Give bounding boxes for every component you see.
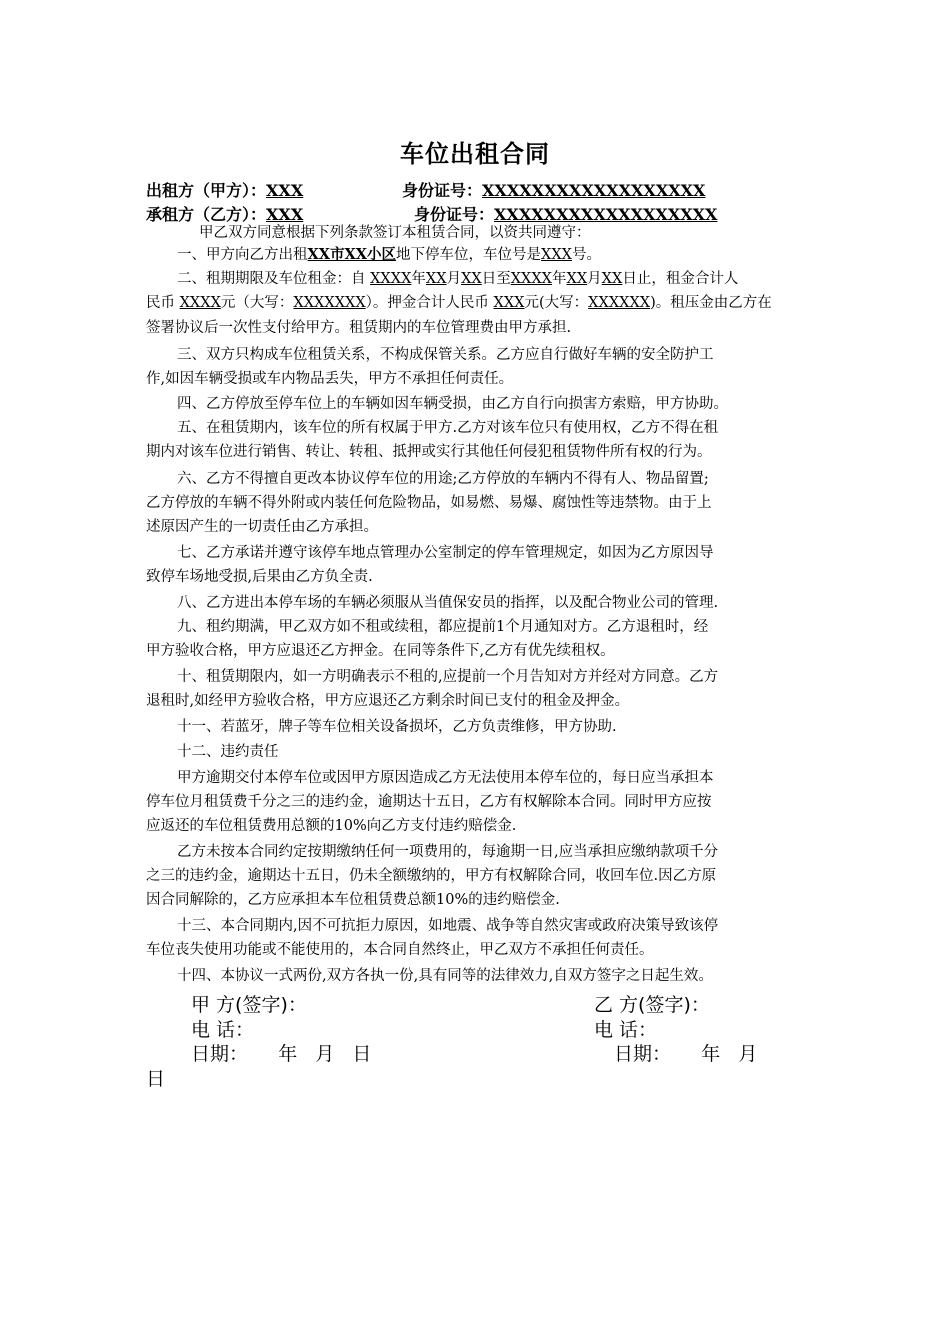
- space-number-field: XXX: [541, 247, 572, 263]
- clause-12-heading: 十二、违约责任: [177, 744, 279, 760]
- clause-6-line-2: 乙方停放的车辆不得外附或内装任何危险物品，如易燃、易爆、腐蚀性等违禁物。由于上: [146, 495, 712, 511]
- clause-12-para-1-line-2: 停车位月租赁费千分之三的违约金，逾期达十五日，乙方有权解除本合同。同时甲方应按: [146, 794, 712, 810]
- clause-7-line-2: 致停车场地受损,后果由乙方负全责.: [146, 569, 373, 585]
- clause-14: 十四、本协议一式两份,双方各执一份,具有同等的法律效力,自双方签字之日起生效。: [177, 968, 713, 984]
- clause-3-line-1: 三、双方只构成车位租赁关系，不构成保管关系。乙方应自行做好车辆的安全防护工: [177, 347, 714, 363]
- clause-4: 四、乙方停放至停车位上的车辆如因车辆受损，由乙方自行向损害方索赔，甲方协助。: [177, 396, 728, 412]
- clause-12-para-2-line-2: 之三的违约金，逾期达十五日，仍未全额缴纳的，甲方有权解除合同，收回车位.因乙方原: [146, 868, 717, 884]
- location-field: XX市XX小区: [307, 246, 397, 263]
- party-b-phone-label: 电 话：: [594, 1019, 658, 1041]
- year-label: 年: [552, 271, 567, 287]
- clause-2-text-4: 元（大写：: [220, 295, 294, 311]
- clause-10-line-2: 退租时,如经甲方验收合格，甲方应退还乙方剩余时间已支付的租金及押金。: [146, 693, 630, 709]
- clause-12-para-2-line-1: 乙方未按本合同约定按期缴纳任何一项费用的，每逾期一日,应当承担应缴纳款项千分: [177, 844, 719, 860]
- clause-7-line-1: 七、乙方承诺并遵守该停车地点管理办公室制定的停车管理规定，如因为乙方原因导: [177, 545, 714, 561]
- clause-2-text-3: 民币: [146, 295, 180, 311]
- lessee-name: XXX: [266, 205, 304, 224]
- clause-2-text: 二、租期期限及车位租金：自: [177, 271, 371, 287]
- clause-2-line-1: [177, 270, 837, 288]
- lessor-id-label: 身份证号：: [402, 181, 483, 200]
- lessor-name: XXX: [266, 181, 304, 200]
- lessee-line: [146, 202, 303, 225]
- clause-1-text-2: 地下停车位，车位号是: [396, 247, 542, 263]
- clause-12-para-1-line-1: 甲方逾期交付本停车位或因甲方原因造成乙方无法使用本停车位的，每日应当承担本: [177, 770, 714, 786]
- deposit-words-field: XXXXXX: [588, 295, 651, 311]
- clause-6-line-3: 述原因产生的一切责任由乙方承担。: [146, 519, 378, 535]
- clause-2-text-7: )。租压金由乙方在: [650, 295, 772, 311]
- start-year-field: XXXX: [370, 271, 412, 287]
- clause-3-line-2: 作,如因车辆受损或车内物品丢失，甲方不承担任何责任。: [146, 371, 514, 387]
- clause-8: 八、乙方进出本停车场的车辆必须服从当值保安员的指挥，以及配合物业公司的管理.: [177, 595, 719, 611]
- clause-11: 十一、若蓝牙，牌子等车位相关设备损坏，乙方负责维修，甲方协助.: [177, 719, 617, 735]
- lessor-id-line: [402, 178, 705, 201]
- lessee-id-line: [414, 202, 717, 225]
- clause-13-line-2: 车位丧失使用功能或不能使用的，本合同自然终止，甲乙双方不承担任何责任。: [146, 942, 654, 958]
- clause-2-line-2: [146, 294, 806, 312]
- clause-5-line-2: 期内对该车位进行销售、转让、转租、抵押或实行其他任何侵犯租赁物件所有权的行为。: [146, 444, 712, 460]
- clause-1-text-3: 号。: [571, 247, 601, 263]
- deposit-amount-field: XXX: [493, 295, 525, 311]
- clause-2-text-6: 元(大写：: [524, 295, 589, 311]
- start-month-field: XX: [425, 271, 447, 287]
- party-a-signature-label: 甲 方(签字)：: [191, 994, 307, 1016]
- month-label: 月: [587, 271, 602, 287]
- clause-1-text: 一、甲方向乙方出租: [177, 247, 308, 263]
- lessor-line: [146, 178, 303, 201]
- end-day-field: XX: [601, 271, 623, 287]
- clause-2-text-2: 日止，租金合计人: [622, 271, 739, 287]
- end-year-field: XXXX: [510, 271, 553, 287]
- party-b-signature-label: 乙 方(签字)：: [594, 994, 710, 1016]
- lessee-id: XXXXXXXXXXXXXXXXXX: [494, 205, 718, 224]
- lessor-label: 出租方（甲方）：: [146, 181, 267, 200]
- clause-10-line-1: 十、租赁期限内，如一方明确表示不租的,应提前一个月告知对方并经对方同意。乙方: [177, 669, 719, 685]
- contract-title: 车位出租合同: [400, 139, 550, 168]
- party-a-phone-label: 电 话：: [191, 1019, 255, 1041]
- party-a-date-label: 日期： 年 月 日: [191, 1043, 372, 1065]
- clause-9-line-2: 甲方验收合格，甲方应退还乙方押金。在同等条件下,乙方有优先续租权。: [146, 643, 615, 659]
- year-label: 年: [411, 271, 426, 287]
- clause-9-line-1: 九、租约期满，甲乙双方如不租或续租，都应提前1个月通知对方。乙方退租时，经: [177, 619, 709, 635]
- party-b-date-day: 日: [146, 1068, 166, 1090]
- rent-words-field: XXXXXXX: [293, 295, 366, 311]
- preamble: 甲乙双方同意根据下列条款签订本租赁合同，以资共同遵守：: [199, 225, 591, 241]
- clause-1: [177, 246, 837, 264]
- clause-13-line-1: 十三、本合同期内,因不可抗拒力原因，如地震、战争等自然灾害或政府决策导致该停: [177, 918, 719, 934]
- end-month-field: XX: [566, 271, 588, 287]
- clause-5-line-1: 五、在租赁期内，该车位的所有权属于甲方.乙方对该车位只有使用权，乙方不得在租: [177, 420, 719, 436]
- rent-amount-field: XXXX: [179, 295, 221, 311]
- month-label: 月: [446, 271, 462, 287]
- clause-2-line-3: 签署协议后一次性支付给甲方。租赁期内的车位管理费由甲方承担.: [146, 320, 572, 336]
- lessee-label: 承租方（乙方）：: [146, 205, 267, 224]
- lessee-id-label: 身份证号：: [414, 205, 495, 224]
- clause-6-line-1: 六、乙方不得擅自更改本协议停车位的用途;乙方停放的车辆内不得有人、物品留置;: [177, 471, 709, 487]
- to-label: 日至: [481, 271, 511, 287]
- clause-12-para-1-line-3: 应返还的车位租赁费用总额的10%向乙方支付违约赔偿金.: [146, 818, 517, 834]
- clause-2-text-5: ）。押金合计人民币: [365, 295, 494, 311]
- party-b-date-label: 日期： 年 月: [614, 1043, 758, 1065]
- clause-12-para-2-line-3: 因合同解除的，乙方应承担本车位租赁费总额10%的违约赔偿金.: [146, 892, 560, 908]
- lessor-id: XXXXXXXXXXXXXXXXXX: [482, 181, 706, 200]
- start-day-field: XX: [461, 271, 482, 287]
